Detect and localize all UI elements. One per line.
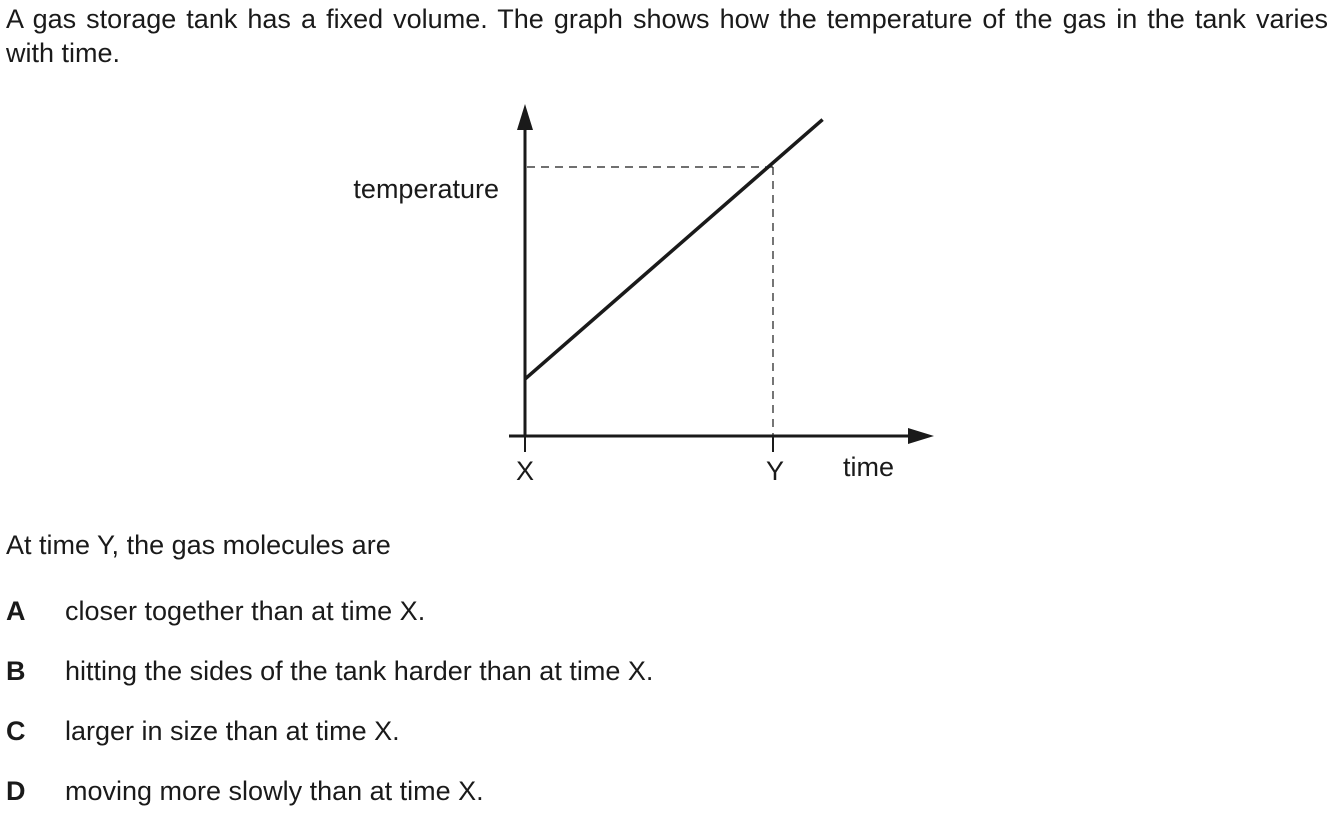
option-text: hitting the sides of the tank harder than at time X.: [65, 656, 654, 686]
x-tick-label-y: Y: [765, 456, 785, 486]
question-stem: A gas storage tank has a fixed volume. The graph shows how the temperature of the gas in the tank varies with time.: [6, 4, 1328, 68]
question-prompt: At time Y, the gas molecules are: [6, 530, 391, 560]
y-axis-arrow: [517, 104, 533, 130]
option-text: moving more slowly than at time X.: [65, 776, 484, 806]
option-letter: A: [6, 596, 26, 626]
temperature-line: [525, 120, 823, 380]
option-letter: C: [6, 716, 26, 746]
option-text: closer together than at time X.: [65, 596, 426, 626]
y-axis-label: temperature: [353, 174, 499, 204]
option-letter: B: [6, 656, 26, 686]
option-text: larger in size than at time X.: [65, 716, 400, 746]
option-letter: D: [6, 776, 26, 806]
x-axis-arrow: [908, 428, 934, 444]
x-tick-label-x: X: [515, 456, 535, 486]
x-axis-label: time: [843, 452, 895, 482]
